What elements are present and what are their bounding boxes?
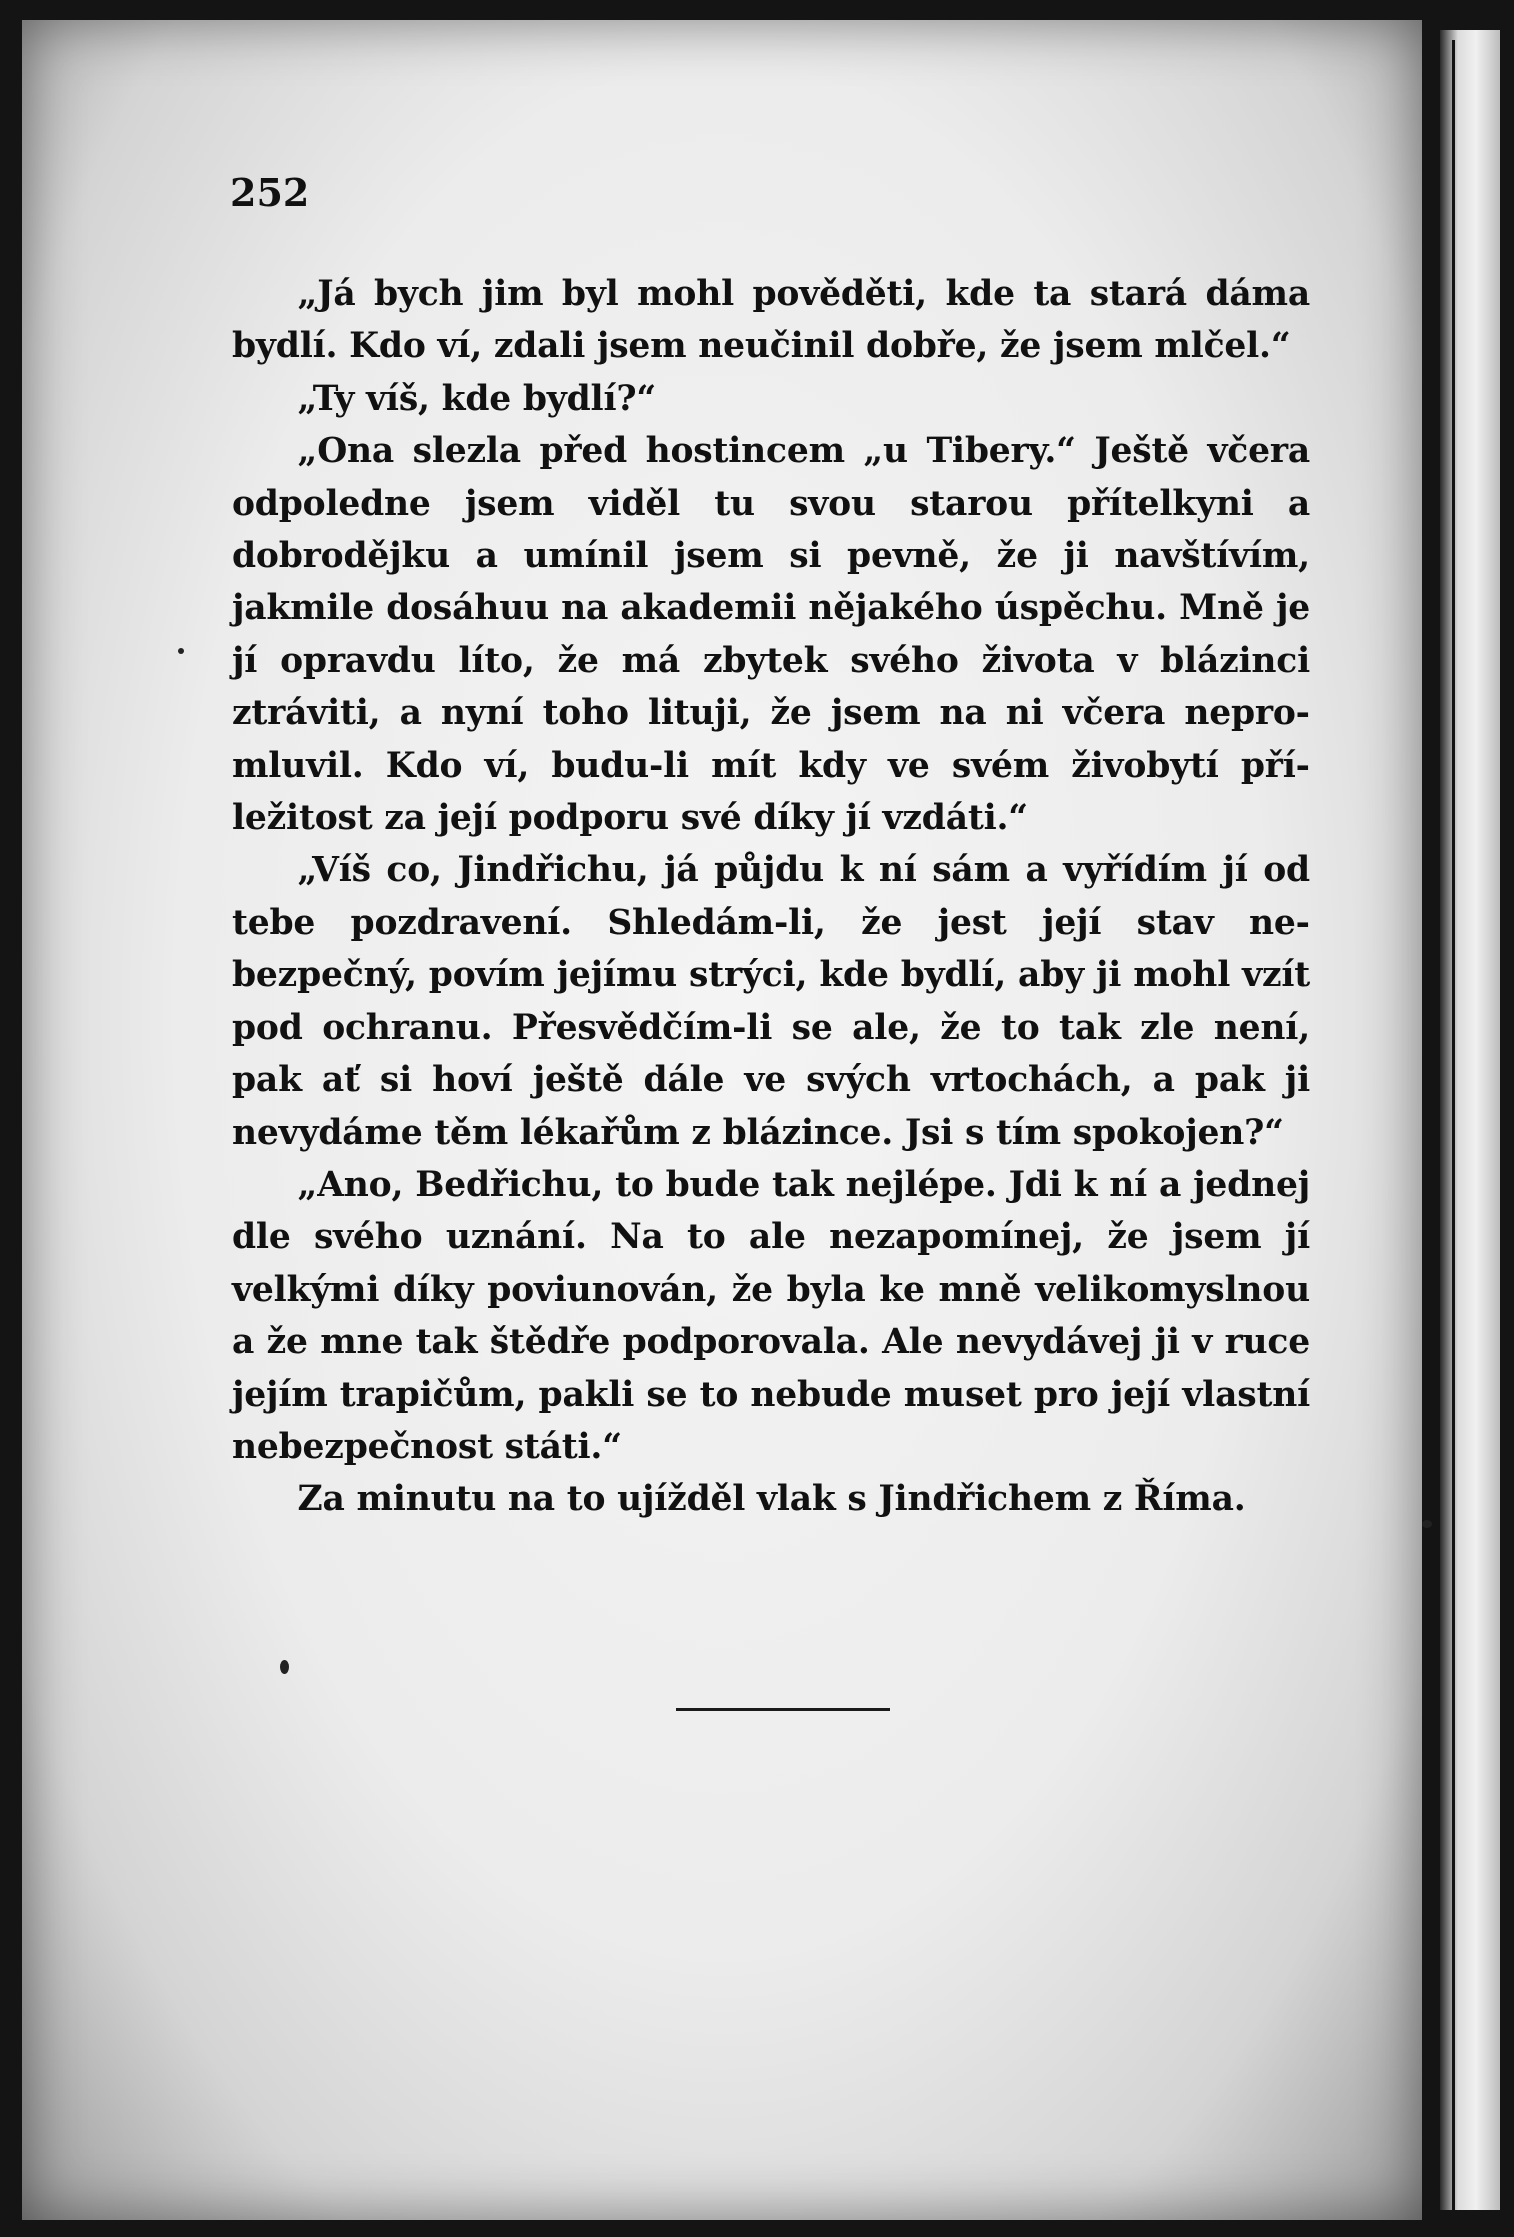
section-separator-rule [676,1708,890,1711]
paragraph: „Já bych jim byl mohl pověděti, kde ta stará dáma bydlí. Kdo ví, zdali jsem neučinil dobře, že jsem mlčel.“ [232,274,1310,367]
paragraph: „Víš co, Jindřichu, já půjdu k ní sám a vyřídím jí od tebe pozdravení. Shledám-li, že jest její stav nebezpečný, povím jejímu strýci, kde bydlí, aby ji mohl vzít pod ochranu. Přesvědčím-li se ale, že to tak zle není, pak ať si hoví ještě dále ve svých vrtochách, a pak ji nevydáme těm lékařům z blázince. Jsi s tím spokojen?“ [232,850,1310,1153]
paragraph: „Ona slezla před hostincem „u Tibery.“ Ještě včera odpoledne jsem viděl tu svou starou přítelkyni a dobrodějku a umínil jsem si pevně, že ji navštívím, jakmile dosáhuu na akademii nějakého úspěchu. Mně je jí opravdu líto, že má zbytek svého života v blázinci ztráviti, a nyní toho lituji, že jsem na ni včera nepromluvil. Kdo ví, budu-li mít kdy ve svém živobytí příležitost za její podporu své díky jí vzdáti.“ [232,431,1310,839]
page-number: 252 [230,170,310,215]
paragraph: „Ty víš, kde bydlí?“ [297,378,657,419]
paragraph: „Ano, Bedřichu, to bude tak nejlépe. Jdi k ní a jednej dle svého uznání. Na to ale nezapomínej, že jsem jí velkými díky poviunován, že byla ke mně velikomyslnou a že mne tak štědře podporovala. Ale nevydávej ji v ruce jejím trapičům, pakli se to nebude muset pro její vlastní nebezpečnost státi.“ [232,1164,1310,1467]
ink-speck [280,1660,289,1674]
binding-line [1452,40,1455,2210]
page-edge [1440,30,1500,2210]
body-text [232,268,1310,1526]
paragraph: Za minutu na to ujížděl vlak s Jindřichem z Říma. [297,1479,1246,1520]
ink-speck [178,648,184,654]
ink-speck [1422,1520,1432,1528]
